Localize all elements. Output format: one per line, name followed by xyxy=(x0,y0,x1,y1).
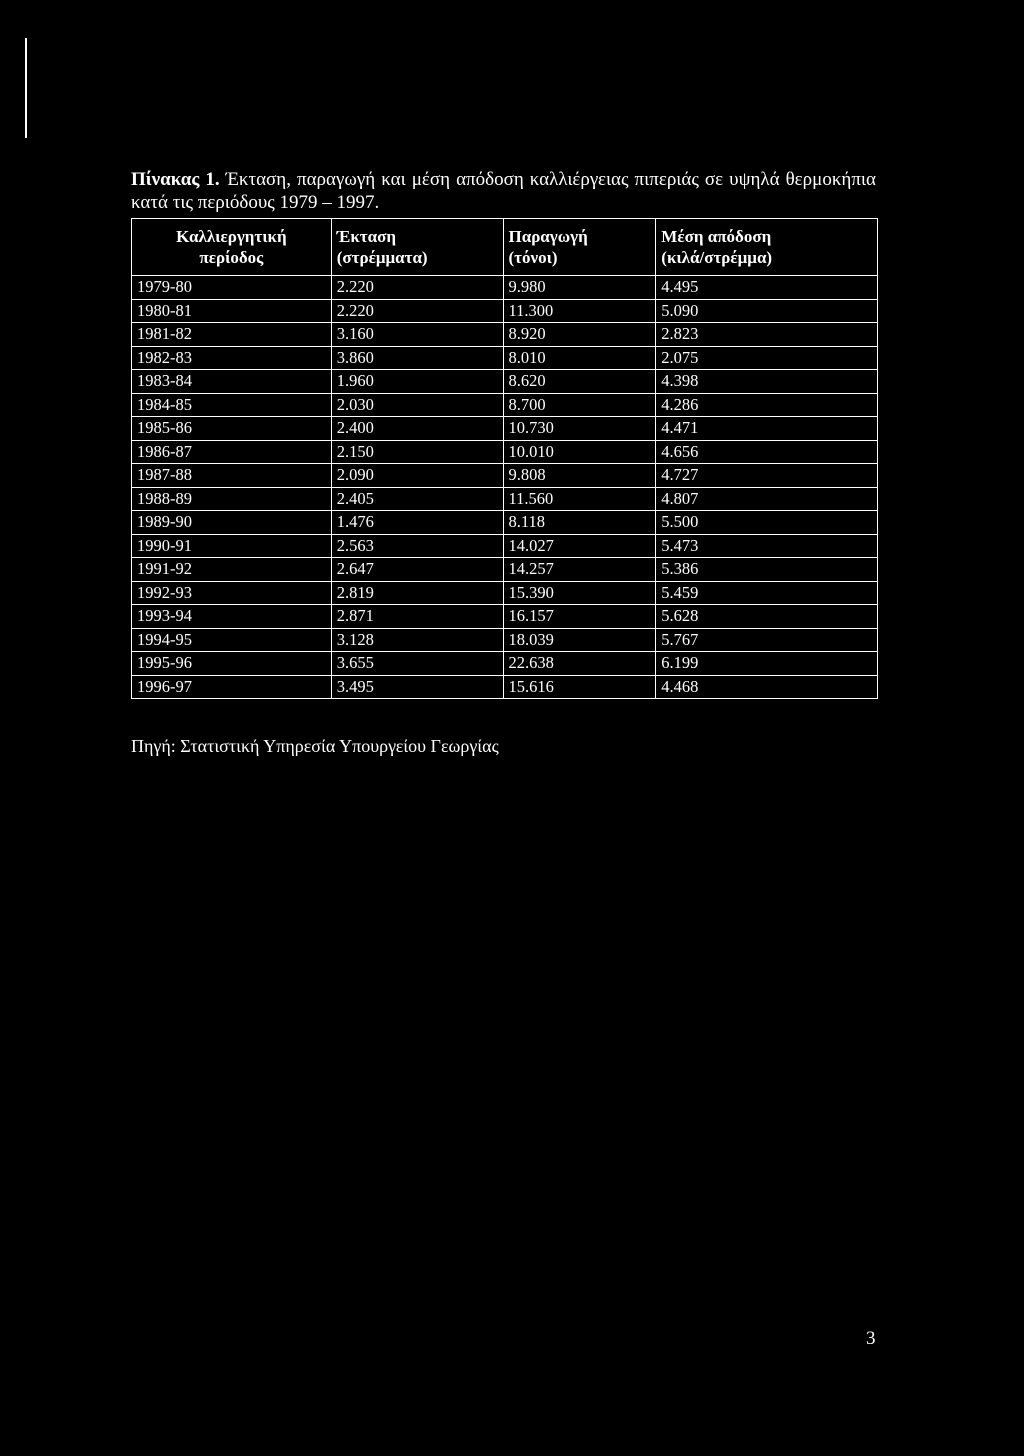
cell-production: 15.390 xyxy=(503,581,656,605)
table-row xyxy=(132,605,878,629)
cell-production: 8.118 xyxy=(503,511,656,535)
table-row xyxy=(132,464,878,488)
cell-production: 9.808 xyxy=(503,464,656,488)
cell-area: 3.495 xyxy=(331,675,503,699)
header-row xyxy=(132,219,878,276)
cell-area: 2.563 xyxy=(331,534,503,558)
cell-production: 14.027 xyxy=(503,534,656,558)
table-row xyxy=(132,393,878,417)
cell-production: 8.620 xyxy=(503,370,656,394)
header-production: Παραγωγή (τόνοι) xyxy=(503,219,656,276)
cell-production: 9.980 xyxy=(503,276,656,300)
header-area: Έκταση (στρέμματα) xyxy=(331,219,503,276)
cell-area: 3.160 xyxy=(331,323,503,347)
table-row xyxy=(132,276,878,300)
table-row xyxy=(132,370,878,394)
table-row xyxy=(132,534,878,558)
table-row xyxy=(132,581,878,605)
cell-yield: 4.656 xyxy=(656,440,878,464)
cell-yield: 2.823 xyxy=(656,323,878,347)
cell-yield: 4.727 xyxy=(656,464,878,488)
cell-area: 2.400 xyxy=(331,417,503,441)
caption-text: Έκταση, παραγωγή και μέση απόδοση καλλιέργειας πιπεριάς σε υψηλά θερμοκήπια κατά τις περιόδους 1979 – 1997. xyxy=(131,169,876,213)
table-row xyxy=(132,511,878,535)
cell-period: 1987-88 xyxy=(132,464,332,488)
cell-yield: 4.398 xyxy=(656,370,878,394)
cell-period: 1990-91 xyxy=(132,534,332,558)
table-caption xyxy=(131,168,876,214)
cell-yield: 5.090 xyxy=(656,299,878,323)
cell-yield: 4.495 xyxy=(656,276,878,300)
cell-area: 2.405 xyxy=(331,487,503,511)
table-row xyxy=(132,628,878,652)
table-row xyxy=(132,487,878,511)
cell-production: 22.638 xyxy=(503,652,656,676)
cell-area: 2.871 xyxy=(331,605,503,629)
table-row xyxy=(132,346,878,370)
source-note: Πηγή: Στατιστική Υπηρεσία Υπουργείου Γεωργίας xyxy=(131,736,499,756)
cell-period: 1981-82 xyxy=(132,323,332,347)
cell-period: 1980-81 xyxy=(132,299,332,323)
margin-mark xyxy=(25,38,27,138)
table-row xyxy=(132,558,878,582)
cell-period: 1988-89 xyxy=(132,487,332,511)
cell-yield: 4.286 xyxy=(656,393,878,417)
cell-area: 2.220 xyxy=(331,299,503,323)
cell-area: 2.030 xyxy=(331,393,503,417)
cell-area: 2.220 xyxy=(331,276,503,300)
table-row xyxy=(132,440,878,464)
cell-yield: 2.075 xyxy=(656,346,878,370)
cell-yield: 6.199 xyxy=(656,652,878,676)
cell-yield: 5.459 xyxy=(656,581,878,605)
cell-yield: 4.807 xyxy=(656,487,878,511)
cell-period: 1993-94 xyxy=(132,605,332,629)
cell-area: 3.128 xyxy=(331,628,503,652)
cell-area: 2.090 xyxy=(331,464,503,488)
cell-area: 2.647 xyxy=(331,558,503,582)
cell-production: 15.616 xyxy=(503,675,656,699)
cell-production: 16.157 xyxy=(503,605,656,629)
data-table xyxy=(131,218,878,699)
cell-period: 1985-86 xyxy=(132,417,332,441)
cell-area: 2.150 xyxy=(331,440,503,464)
cell-period: 1979-80 xyxy=(132,276,332,300)
header-period: Καλλιεργητική περίοδος xyxy=(132,219,332,276)
cell-production: 8.700 xyxy=(503,393,656,417)
cell-production: 11.300 xyxy=(503,299,656,323)
cell-period: 1996-97 xyxy=(132,675,332,699)
cell-period: 1984-85 xyxy=(132,393,332,417)
cell-production: 10.730 xyxy=(503,417,656,441)
cell-yield: 5.628 xyxy=(656,605,878,629)
table-row xyxy=(132,323,878,347)
table-row xyxy=(132,299,878,323)
table-row xyxy=(132,675,878,699)
cell-period: 1991-92 xyxy=(132,558,332,582)
cell-yield: 5.767 xyxy=(656,628,878,652)
cell-area: 1.476 xyxy=(331,511,503,535)
cell-production: 8.010 xyxy=(503,346,656,370)
header-yield: Μέση απόδοση (κιλά/στρέμμα) xyxy=(656,219,878,276)
cell-production: 18.039 xyxy=(503,628,656,652)
cell-area: 3.655 xyxy=(331,652,503,676)
cell-area: 2.819 xyxy=(331,581,503,605)
cell-production: 10.010 xyxy=(503,440,656,464)
cell-yield: 4.468 xyxy=(656,675,878,699)
cell-yield: 4.471 xyxy=(656,417,878,441)
cell-period: 1989-90 xyxy=(132,511,332,535)
page-number: 3 xyxy=(866,1328,876,1349)
table-row xyxy=(132,417,878,441)
cell-period: 1994-95 xyxy=(132,628,332,652)
cell-period: 1992-93 xyxy=(132,581,332,605)
cell-area: 1.960 xyxy=(331,370,503,394)
cell-period: 1986-87 xyxy=(132,440,332,464)
cell-yield: 5.500 xyxy=(656,511,878,535)
cell-area: 3.860 xyxy=(331,346,503,370)
table-row xyxy=(132,652,878,676)
cell-production: 14.257 xyxy=(503,558,656,582)
cell-period: 1995-96 xyxy=(132,652,332,676)
cell-production: 11.560 xyxy=(503,487,656,511)
cell-period: 1983-84 xyxy=(132,370,332,394)
caption-label: Πίνακας 1. xyxy=(131,169,220,190)
cell-yield: 5.386 xyxy=(656,558,878,582)
cell-yield: 5.473 xyxy=(656,534,878,558)
cell-production: 8.920 xyxy=(503,323,656,347)
cell-period: 1982-83 xyxy=(132,346,332,370)
